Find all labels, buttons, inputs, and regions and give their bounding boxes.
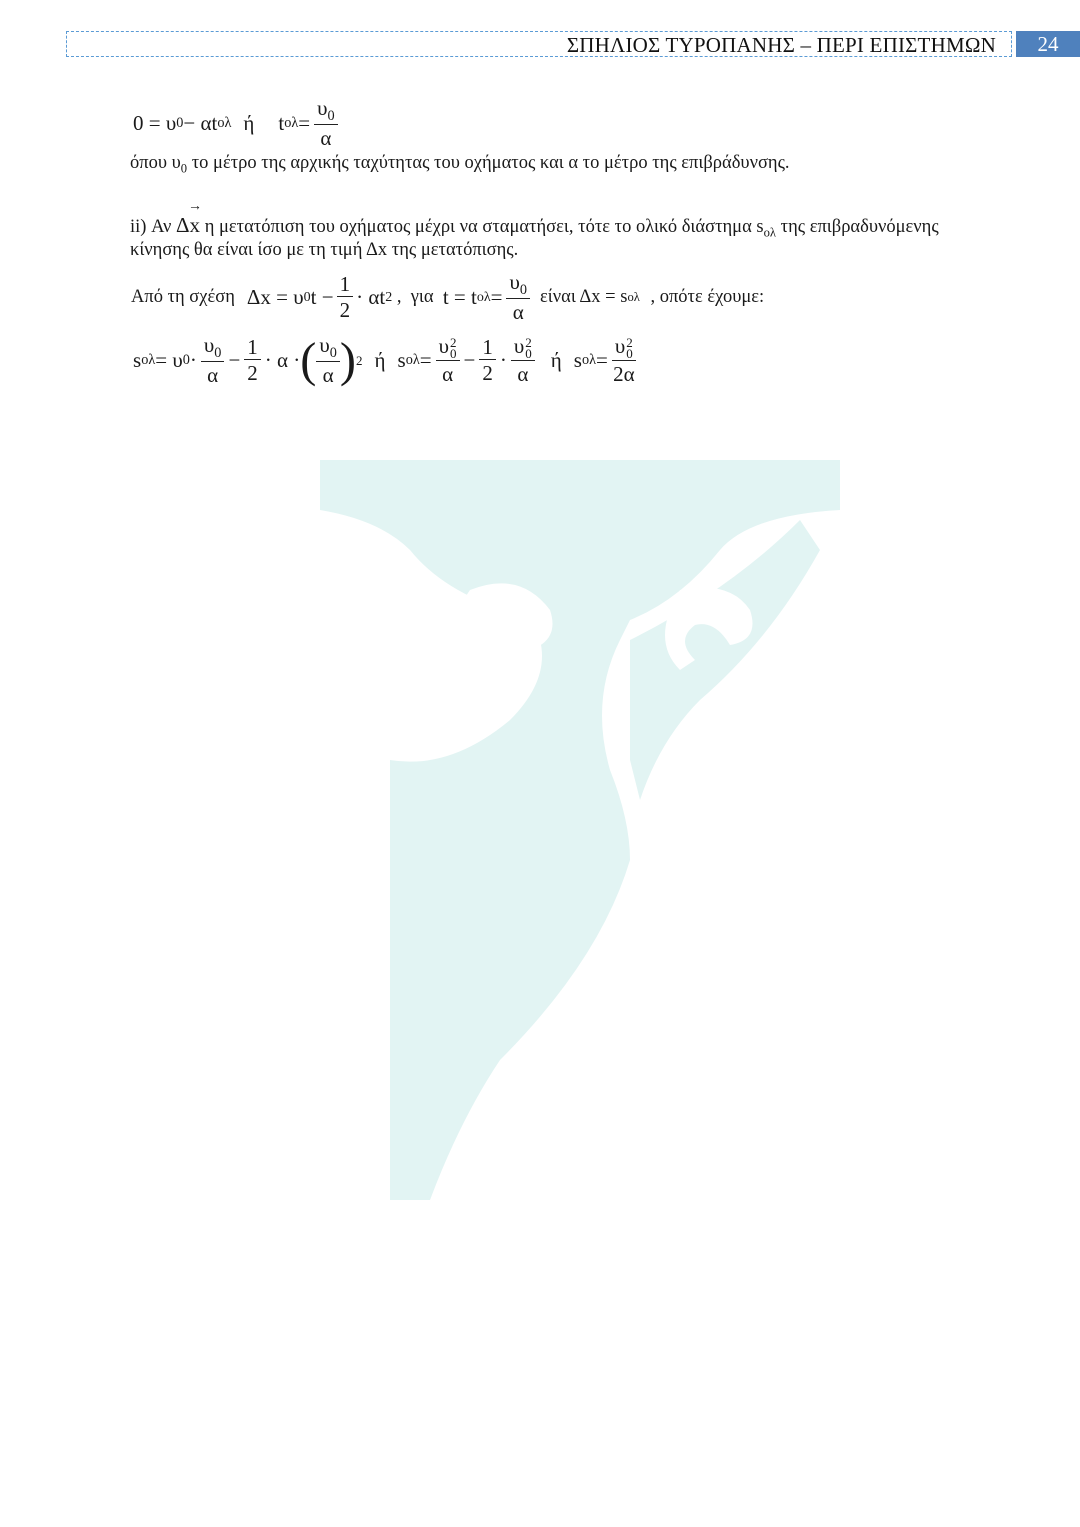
eq4-u-sub: 0: [182, 352, 190, 369]
eq4-or-2: ή: [550, 348, 562, 373]
eq4-or-1: ή: [374, 348, 386, 373]
line3-eq-c: · αt: [356, 285, 386, 310]
eq4-f5-num: υ: [614, 334, 626, 359]
eq1-lhs-sub: 0: [176, 115, 184, 132]
line3-t: t = t: [442, 285, 477, 310]
text-line-initial-velocity: [130, 153, 790, 176]
page-number-badge: 24: [1016, 31, 1080, 57]
line3-den: α: [512, 300, 524, 325]
line3-text-b: είναι Δx = s: [540, 287, 628, 308]
line3-text-a: Από τη σχέση: [131, 287, 235, 308]
eq4-minus2: −: [463, 348, 476, 373]
eq4-s-sub: ολ: [141, 352, 156, 369]
eq1-eq: =: [298, 111, 311, 136]
line1-sub: 0: [180, 161, 188, 176]
eq4-f5-sub: 0: [626, 346, 633, 362]
eq1-fraction: [314, 96, 338, 152]
line3-half-den: 2: [339, 298, 351, 323]
line3-half-num: 1: [337, 272, 354, 297]
eq4-s2: s: [397, 348, 406, 373]
para2-prefix: ii) Αν: [130, 217, 177, 237]
eq4-f2-num-sub: 0: [329, 344, 337, 361]
eq4-f2-num: υ: [319, 333, 330, 357]
eq4-fraction-2: [316, 333, 340, 389]
eq4-s2-sub: ολ: [405, 352, 420, 369]
equation-stop-time: [133, 96, 338, 152]
eq1-minus: − αt: [183, 111, 218, 136]
eq4-f4-num: υ: [513, 334, 525, 359]
eq4-f5-sup: 2: [626, 334, 633, 350]
eq4-half: [244, 335, 261, 386]
eq4-f4-den: α: [517, 362, 529, 387]
eq4-eq2: =: [419, 348, 432, 373]
line1-start: όπου υ: [130, 153, 181, 173]
line3-text-c: , οπότε έχουμε:: [645, 287, 765, 308]
eq4-half2-den: 2: [482, 361, 493, 386]
eq1-lhs: 0 = υ: [133, 111, 177, 136]
eq1-or: ή: [243, 111, 255, 136]
paragraph-ii-line1: [130, 199, 939, 240]
eq4-fraction-5: [612, 334, 636, 387]
eq4-half-den: 2: [247, 361, 258, 386]
line3-num: υ: [509, 270, 520, 294]
line3-comma: , για: [392, 287, 443, 308]
text-line-relation: [131, 270, 764, 326]
paragraph-ii-line2: κίνησης θα είναι ίσο με τη τιμή Δx της μετατόπισης.: [130, 240, 519, 260]
header-title: ΣΠΗΛΙΟΣ ΤΥΡΟΠΑΝΗΣ – ΠΕΡΙ ΕΠΙΣΤΗΜΩΝ: [566, 33, 996, 57]
line3-v0-fraction: [506, 270, 530, 326]
line3-eq-a: Δx = υ: [246, 285, 304, 310]
eq4-dot-a-dot: · α ·: [264, 348, 301, 373]
left-paren-icon: (: [300, 333, 317, 387]
eq4-f3-sup: 2: [450, 334, 457, 350]
para2-sol-sub: ολ: [763, 225, 777, 240]
eq4-f1-num: υ: [203, 333, 215, 357]
line3-eq-b: t −: [310, 285, 334, 310]
eq4-half-2: [479, 335, 496, 386]
eq4-f4-sub: 0: [525, 346, 532, 362]
eq4-s3: s: [573, 348, 582, 373]
eq4-f3-den: α: [442, 362, 454, 387]
equation-total-distance: [133, 333, 640, 389]
right-paren-icon: ): [339, 333, 357, 387]
eq4-half-num: 1: [244, 335, 261, 360]
eq1-t-sub: ολ: [284, 115, 299, 132]
para2-rest-a: η μετατόπιση του οχήματος μέχρι να σταματήσει, τότε το ολικό διάστημα s: [204, 217, 764, 237]
eq1-num: υ: [317, 96, 328, 120]
eq4-f1-den: α: [207, 363, 219, 388]
eq4-eq-u: = υ: [155, 348, 183, 373]
eq1-num-sub: 0: [327, 107, 335, 124]
eq1-den: α: [320, 126, 332, 151]
line3-t-sub: ολ: [476, 289, 491, 305]
eq1-t: t: [278, 111, 285, 136]
eq4-f2-den: α: [322, 363, 334, 388]
line3-half-fraction: [337, 272, 354, 323]
eq4-s3-sub: ολ: [581, 352, 597, 369]
vector-arrow-icon: →: [188, 199, 203, 214]
line3-num-sub: 0: [519, 281, 528, 298]
eq4-f3-sub: 0: [450, 346, 457, 362]
eq4-square: 2: [356, 352, 363, 368]
eq4-f1-num-sub: 0: [214, 344, 222, 361]
line3-eq2: =: [490, 285, 503, 310]
para2-rest-b: της επιβραδυνόμενης: [776, 217, 939, 237]
eq4-f5-den: 2α: [613, 362, 635, 387]
line1-rest: το μέτρο της αρχικής ταχύτητας του οχήματος και α το μέτρο της επιβράδυνσης.: [187, 153, 790, 173]
line3-b-sub: ολ: [627, 290, 640, 305]
line3-sup: 2: [385, 289, 393, 305]
para2-vector: Δx: [176, 213, 201, 237]
eq4-s: s: [133, 348, 142, 373]
line3-eq-sub: 0: [303, 289, 311, 305]
eq4-dot2: ·: [499, 348, 507, 373]
eq4-eq3: =: [596, 348, 608, 373]
eq4-fraction-4: [511, 334, 535, 387]
eq4-dot: ·: [189, 348, 197, 373]
eq4-half2-num: 1: [479, 335, 496, 360]
eq1-minus-sub: ολ: [217, 115, 232, 132]
watermark-logo: [300, 440, 860, 1300]
eq4-f4-sup: 2: [525, 334, 532, 350]
eq4-fraction-1: [201, 333, 225, 389]
eq4-f3-num: υ: [438, 334, 450, 359]
eq4-fraction-3: [436, 334, 460, 387]
eq4-minus: −: [228, 348, 241, 373]
